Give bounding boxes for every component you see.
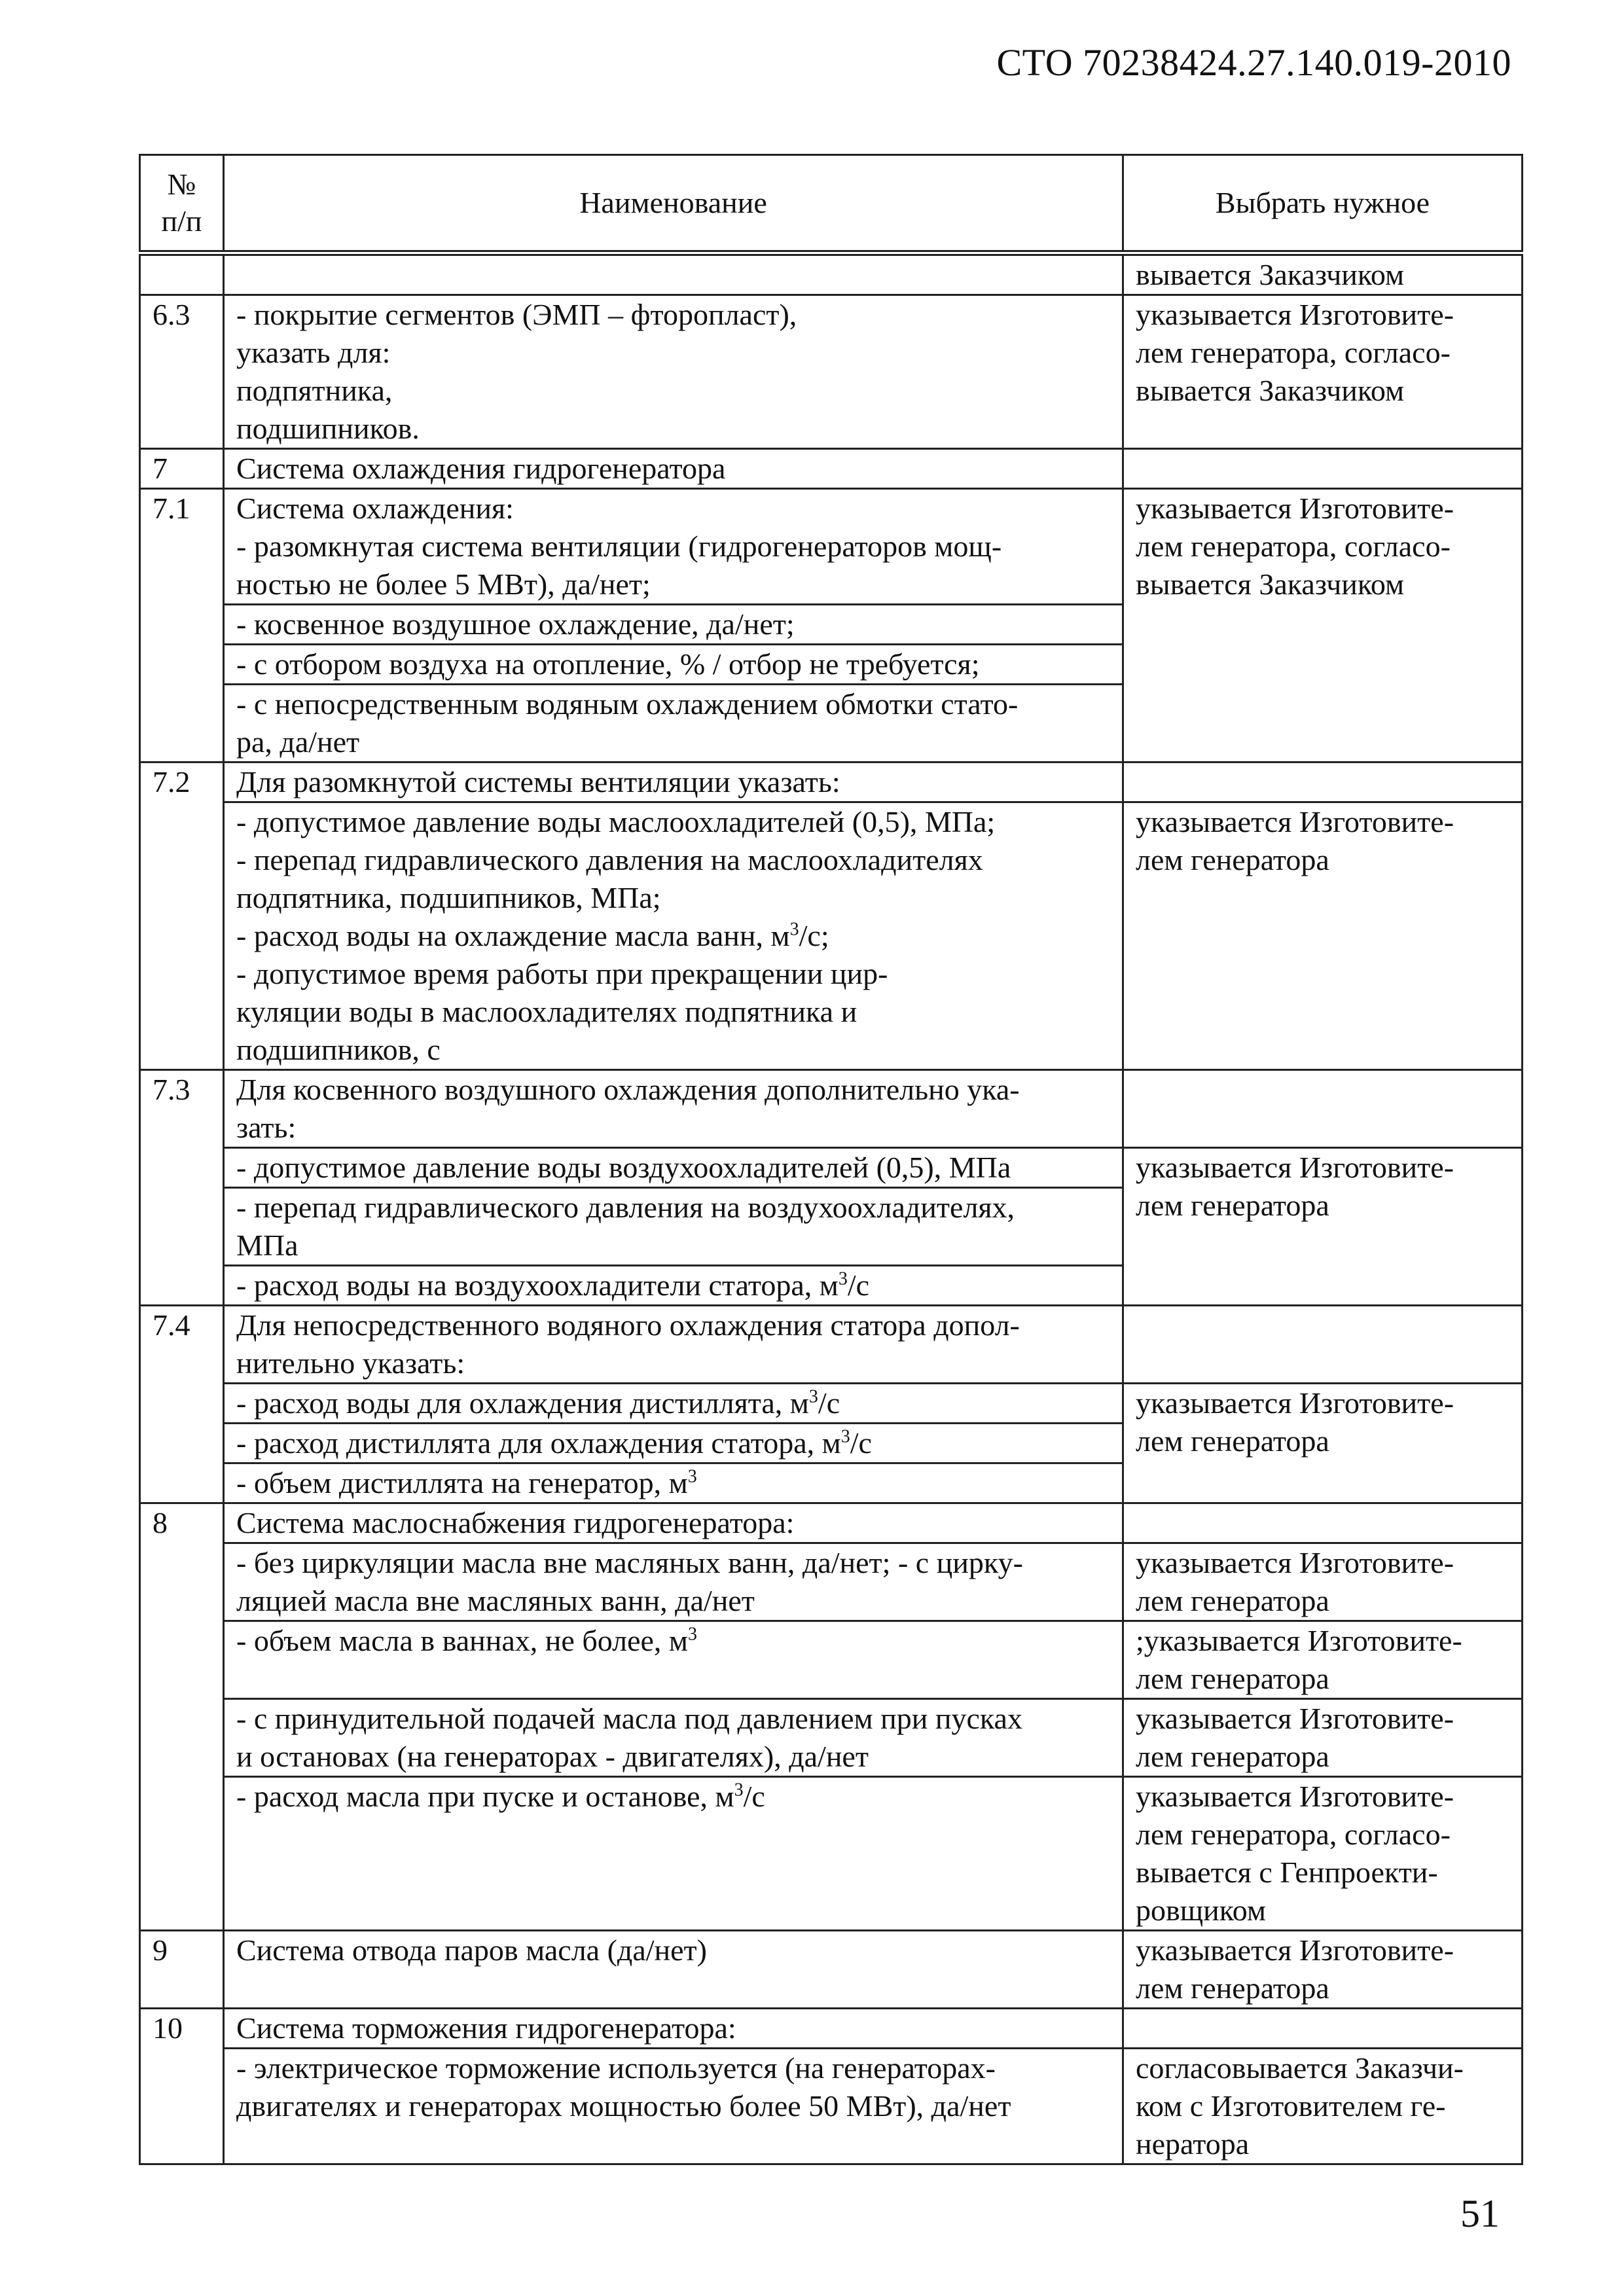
- row-name: - с непосредственным водяным охлаждением обмотки стато- ра, да/нет: [224, 685, 1123, 762]
- row-choice: вывается Заказчиком: [1123, 253, 1523, 295]
- row-name: [224, 1777, 1123, 1931]
- table-header-row: [140, 155, 1523, 253]
- table-row: [140, 489, 1523, 605]
- row-choice: указывается Изготовите- лем генератора: [1123, 1699, 1523, 1777]
- row-choice: согласовывается Заказчи- ком с Изготовителем ге- нератора: [1123, 2049, 1523, 2164]
- row-choice: указывается Изготовите- лем генератора: [1123, 1543, 1523, 1621]
- row-number: 7: [140, 449, 224, 489]
- row-name: - перепад гидравлического давления на воздухоохладителях, МПа: [224, 1188, 1123, 1266]
- row-name: [224, 802, 1123, 1070]
- row-name: Система охлаждения: - разомкнутая система вентиляции (гидрогенераторов мощ- ностью не более 5 МВт), да/нет;: [224, 489, 1123, 605]
- row-number: 8: [140, 1503, 224, 1931]
- row-number: 7.4: [140, 1306, 224, 1503]
- row-name-text: /с: [847, 1268, 870, 1302]
- table-row: [140, 1306, 1523, 1384]
- table-row: [140, 1543, 1523, 1621]
- column-header-choice: Выбрать нужное: [1123, 155, 1523, 253]
- row-name: [224, 1384, 1123, 1424]
- row-number: 7.1: [140, 489, 224, 762]
- page-number: 51: [1460, 2192, 1500, 2235]
- row-name: - с отбором воздуха на отопление, % / отбор не требуется;: [224, 645, 1123, 685]
- row-number: 9: [140, 1931, 224, 2009]
- table-row: [140, 1070, 1523, 1148]
- row-choice: указывается Изготовите- лем генератора: [1123, 1931, 1523, 2009]
- table-row: [140, 1148, 1523, 1188]
- table-row: [140, 1384, 1523, 1424]
- row-name-text: /с: [818, 1386, 840, 1420]
- row-name: Для косвенного воздушного охлаждения дополнительно ука- зать:: [224, 1070, 1123, 1148]
- row-name: - покрытие сегментов (ЭМП – фторопласт), указать для: подпятника, подшипников.: [224, 295, 1123, 449]
- row-choice: указывается Изготовите- лем генератора, согласо- вывается с Генпроекти- ровщиком: [1123, 1777, 1523, 1931]
- row-name: - с принудительной подачей масла под давлением при пусках и остановах (на генераторах - двигателях), да/нет: [224, 1699, 1123, 1777]
- table-row: [140, 1503, 1523, 1543]
- superscript-exponent: 3: [688, 1624, 698, 1645]
- superscript-exponent: 3: [838, 1268, 848, 1289]
- row-choice: указывается Изготовите- лем генератора: [1123, 1384, 1523, 1503]
- row-name-text: - расход воды на воздухоохладители статора, м: [236, 1268, 839, 1302]
- row-name-text: /с: [743, 1780, 765, 1813]
- row-name: - косвенное воздушное охлаждение, да/нет;: [224, 605, 1123, 645]
- specification-table: [139, 154, 1523, 2165]
- table-row: [140, 2009, 1523, 2049]
- superscript-exponent: 3: [789, 919, 799, 940]
- row-name: [224, 1424, 1123, 1463]
- row-choice: [1123, 1306, 1523, 1384]
- row-name: - электрическое торможение используется (на генераторах- двигателях и генераторах мощностью более 50 МВт), да/нет: [224, 2049, 1123, 2164]
- row-name: Система маслоснабжения гидрогенератора:: [224, 1503, 1123, 1543]
- row-choice: ;указывается Изготовите- лем генератора: [1123, 1621, 1523, 1699]
- row-number: [140, 253, 224, 295]
- row-choice: [1123, 2009, 1523, 2049]
- table-row: [140, 253, 1523, 295]
- table-row: [140, 762, 1523, 802]
- table-row: [140, 1699, 1523, 1777]
- table-row: [140, 449, 1523, 489]
- row-choice: [1123, 762, 1523, 802]
- row-name-text: - допустимое давление воды маслоохладителей (0,5), МПа; - перепад гидравлического давления на маслоохладителях подпятника, подшипников, МПа; - расход воды на охлаждение масла ванн, м: [236, 805, 996, 952]
- superscript-exponent: 3: [840, 1426, 850, 1447]
- row-name-text: - объем масла в ваннах, не более, м: [236, 1624, 689, 1657]
- row-choice: [1123, 1070, 1523, 1148]
- document-code: СТО 70238424.27.140.019-2010: [996, 41, 1511, 84]
- row-choice: указывается Изготовите- лем генератора, согласо- вывается Заказчиком: [1123, 489, 1523, 762]
- row-name: Система охлаждения гидрогенератора: [224, 449, 1123, 489]
- table-row: [140, 1621, 1523, 1699]
- row-number: 7.3: [140, 1070, 224, 1306]
- row-name-text: - расход масла при пуске и останове, м: [236, 1780, 734, 1813]
- superscript-exponent: 3: [687, 1466, 697, 1487]
- superscript-exponent: 3: [734, 1780, 744, 1801]
- row-name: Система отвода паров масла (да/нет): [224, 1931, 1123, 2009]
- table-row: [140, 1931, 1523, 2009]
- row-name-text: - расход дистиллята для охлаждения статора, м: [236, 1426, 841, 1460]
- column-header-number: № п/п: [140, 155, 224, 253]
- row-name-text: /с: [850, 1426, 872, 1460]
- row-name: [224, 253, 1123, 295]
- row-choice: [1123, 1503, 1523, 1543]
- row-name: - без циркуляции масла вне масляных ванн, да/нет; - с цирку- ляцией масла вне масляных ванн, да/нет: [224, 1543, 1123, 1621]
- row-name: [224, 1266, 1123, 1306]
- row-name: [224, 1621, 1123, 1699]
- column-header-name: Наименование: [224, 155, 1123, 253]
- row-number: 6.3: [140, 295, 224, 449]
- row-choice: указывается Изготовите- лем генератора, согласо- вывается Заказчиком: [1123, 295, 1523, 449]
- table-row: [140, 802, 1523, 1070]
- table-row: [140, 295, 1523, 449]
- row-number: 7.2: [140, 762, 224, 1070]
- superscript-exponent: 3: [808, 1386, 818, 1407]
- table-row: [140, 2049, 1523, 2164]
- row-number: 10: [140, 2009, 224, 2164]
- table-row: [140, 1777, 1523, 1931]
- row-name: - допустимое давление воды воздухоохладителей (0,5), МПа: [224, 1148, 1123, 1188]
- row-choice: [1123, 449, 1523, 489]
- row-name: Для разомкнутой системы вентиляции указать:: [224, 762, 1123, 802]
- row-name: Система торможения гидрогенератора:: [224, 2009, 1123, 2049]
- row-choice: указывается Изготовите- лем генератора: [1123, 802, 1523, 1070]
- row-name: Для непосредственного водяного охлаждения статора допол- нительно указать:: [224, 1306, 1123, 1384]
- row-name: [224, 1463, 1123, 1503]
- row-name-text: - расход воды для охлаждения дистиллята, м: [236, 1386, 809, 1420]
- row-name-text: /с; - допустимое время работы при прекращении цир- куляции воды в маслоохладителях подпятника и подшипников, с: [236, 919, 888, 1066]
- row-name-text: - объем дистиллята на генератор, м: [236, 1466, 688, 1499]
- row-choice: указывается Изготовите- лем генератора: [1123, 1148, 1523, 1306]
